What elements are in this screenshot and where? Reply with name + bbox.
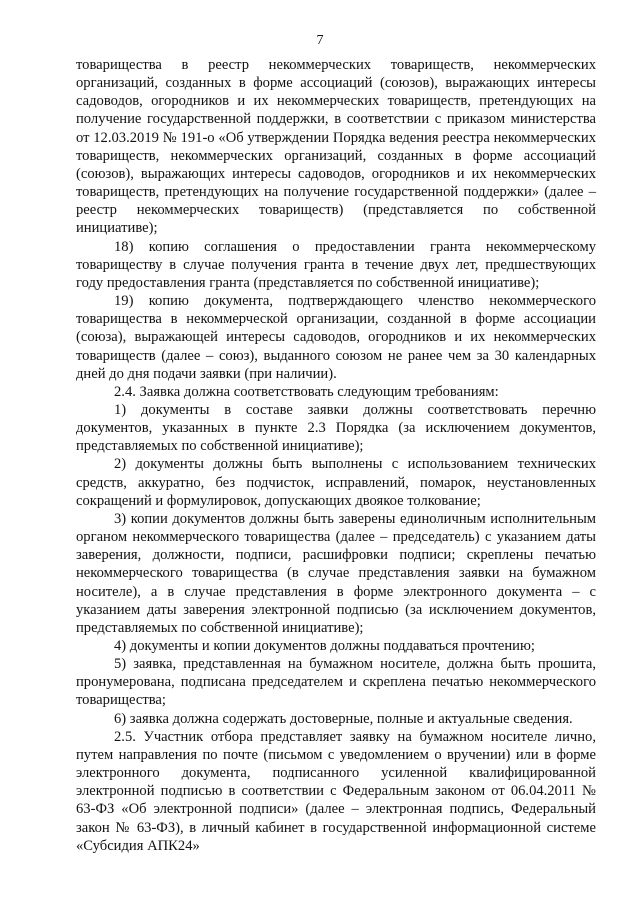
paragraph-section-2-4: 2.4. Заявка должна соответствовать следующим требованиям: [114, 383, 499, 400]
paragraph-section-2-5: 2.5. Участник отбора представляет заявку на бумажном носителе лично, путем направления по почте (письмом с уведомлением о вручении) или в форме электронного документа, подписанного усиленной квалифицированной электронной подписью в соответствии с Федеральным законом от 06.04.2011 № 63-ФЗ «Об электронной подписи» (далее – электронная подпись, Федеральный закон № 63-ФЗ), в личный кабинет в государственной информационной системе «Субсидия АПК24» [76, 728, 596, 854]
paragraph-continuation: товарищества в реестр некоммерческих товариществ, некоммерческих организаций, созданных в форме ассоциаций (союзов), выражающих интересы садоводов, огородников и их некоммерческих товариществ, претендующих на получение государственной поддержки, в соответствии с приказом министерства от 12.03.2019 № 191-о «Об утверждении Порядка ведения реестра некоммерческих товариществ, некоммерческих организаций, созданных в форме ассоциаций (союзов), выражающих интересы садоводов, огородников и их некоммерческих товариществ, претендующих на получение государственной поддержки» (далее – реестр некоммерческих товариществ) (представляется по собственной инициативе); [76, 57, 596, 237]
document-body [76, 56, 596, 855]
paragraph-requirement-1: 1) документы в составе заявки должны соответствовать перечню документов, указанных в пункте 2.3 Порядка (за исключением документов, представляемых по собственной инициативе); [76, 401, 596, 455]
paragraph-requirement-6: 6) заявка должна содержать достоверные, полные и актуальные сведения. [114, 710, 573, 727]
paragraph-requirement-2: 2) документы должны быть выполнены с использованием технических средств, аккуратно, без подчисток, исправлений, помарок, неустановленных сокращений и формулировок, допускающих двоякое толкование; [76, 456, 596, 509]
paragraph-requirement-3: 3) копии документов должны быть заверены единоличным исполнительным органом некоммерческого товарищества (далее – председатель) с указанием даты заверения, должности, подписи, расшифровки подписи; скреплены печатью некоммерческого товарищества (в случае представления заявки на бумажном носителе), а в случае представления в форме электронного документа – с указанием даты заверения электронной подписью (за исключением документов, представляемых по собственной инициативе); [76, 510, 596, 636]
paragraph-item-19: 19) копию документа, подтверждающего членство некоммерческого товарищества в некоммерческой организации, созданной в форме ассоциации (союза), выражающей интересы садоводов, огородников и их некоммерческих товариществ (далее – союз), выданного союзом не ранее чем за 30 календарных дней до дня подачи заявки (при наличии). [76, 293, 596, 382]
paragraph-requirement-5: 5) заявка, представленная на бумажном носителе, должна быть прошита, пронумерована, подписана председателем и скреплена печатью некоммерческого товарищества; [76, 656, 596, 709]
page-number: 7 [316, 33, 324, 48]
paragraph-item-18: 18) копию соглашения о предоставлении гранта некоммерческому товариществу в случае получения гранта в течение двух лет, предшествующих году предоставления гранта (представляется по собственной инициативе); [76, 238, 596, 291]
paragraph-requirement-4: 4) документы и копии документов должны поддаваться прочтению; [114, 638, 535, 654]
